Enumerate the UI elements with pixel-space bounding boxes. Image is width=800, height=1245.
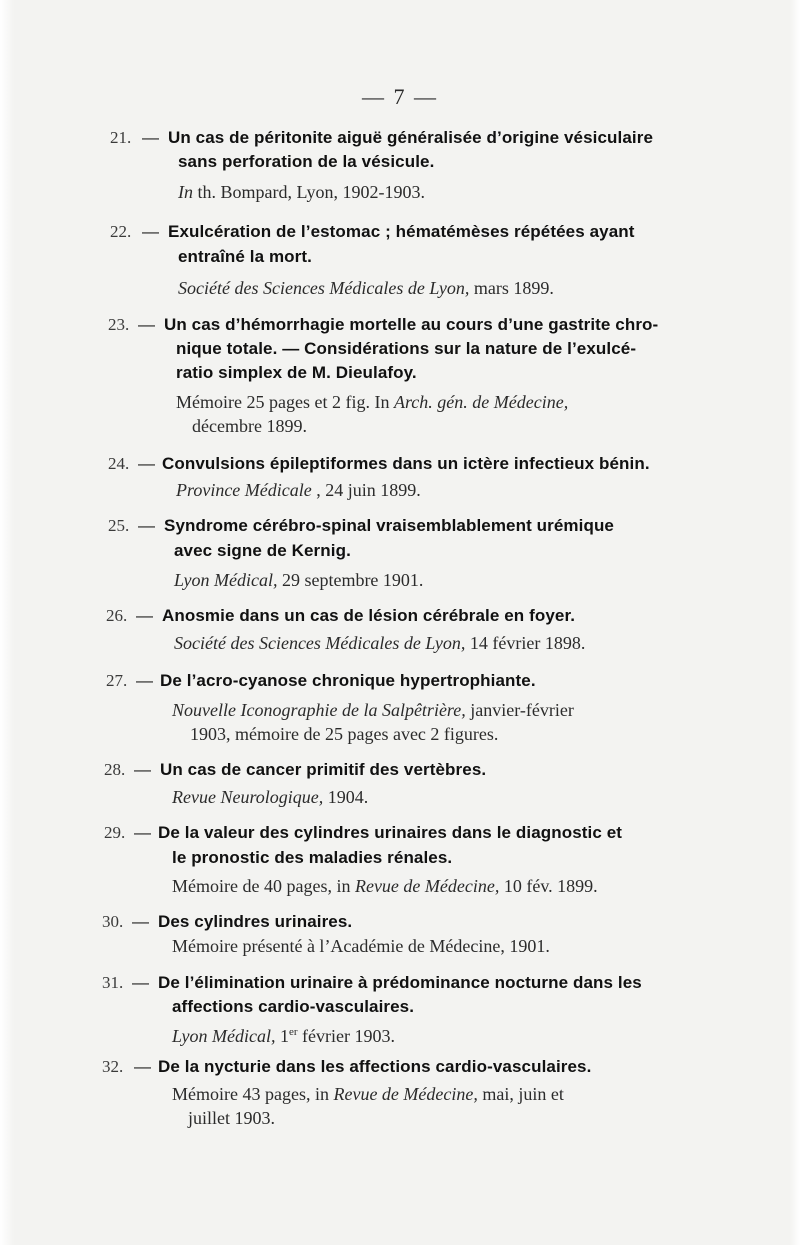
entry-title-line: entraîné la mort. — [178, 247, 312, 266]
entry-title-line: le pronostic des maladies rénales. — [172, 848, 453, 867]
entry-number: 32. — [102, 1057, 124, 1076]
entry-number: 27. — [106, 671, 128, 690]
entry-dash: — — [138, 454, 155, 473]
entry-title-line: De l’acro-cyanose chronique hypertrophiante. — [160, 671, 536, 690]
entry-dash: — — [132, 973, 149, 992]
entry-dash: — — [138, 516, 155, 535]
entry-reference: Société des Sciences Médicales de Lyon, 14 février 1898. — [174, 633, 586, 653]
entry-reference: Lyon Médical, 29 septembre 1901. — [174, 570, 424, 590]
entry-title-line: Syndrome cérébro-spinal vraisemblablement urémique — [164, 516, 614, 535]
entry-reference: Mémoire 25 pages et 2 fig. In Arch. gén. de Médecine, — [176, 392, 569, 412]
entry-title-line: Un cas de cancer primitif des vertèbres. — [160, 760, 487, 779]
entry-dash: — — [134, 1057, 151, 1076]
page-number: — 7 — — [362, 84, 438, 109]
entry-title-line: avec signe de Kernig. — [174, 541, 351, 560]
entry-dash: — — [134, 760, 151, 779]
entry-title-line: Convulsions épileptiformes dans un ictère infectieux bénin. — [162, 454, 650, 473]
entry-reference: Lyon Médical, 1er février 1903. — [172, 1026, 395, 1046]
entry-title-line: sans perforation de la vésicule. — [178, 152, 435, 171]
entry-reference: Nouvelle Iconographie de la Salpêtrière, janvier-février — [172, 700, 574, 720]
entry-title-line: De la nycturie dans les affections cardio-vasculaires. — [158, 1057, 592, 1076]
entry-dash: — — [134, 823, 151, 842]
entry-title-line: De la valeur des cylindres urinaires dans le diagnostic et — [158, 823, 623, 842]
entry-title-line: nique totale. — Considérations sur la nature de l’exulcé- — [176, 339, 637, 358]
entry-number: 29. — [104, 823, 126, 842]
entry-number: 30. — [102, 912, 124, 931]
entry-title-line: Anosmie dans un cas de lésion cérébrale en foyer. — [162, 606, 576, 625]
entry-reference: Mémoire 43 pages, in Revue de Médecine, mai, juin et — [172, 1084, 564, 1104]
entry-reference-cont: 1903, mémoire de 25 pages avec 2 figures. — [190, 724, 499, 744]
entry-dash: — — [138, 315, 155, 334]
entry-reference: Mémoire de 40 pages, in Revue de Médecine, 10 fév. 1899. — [172, 876, 598, 896]
entry-number: 31. — [102, 973, 124, 992]
entry-number: 25. — [108, 516, 130, 535]
entry-title-line: Un cas d’hémorrhagie mortelle au cours d’une gastrite chro- — [164, 315, 659, 334]
entry-reference: Mémoire présenté à l’Académie de Médecine, 1901. — [172, 936, 550, 956]
entry-reference-cont: décembre 1899. — [192, 416, 307, 436]
entry-number: 21. — [110, 128, 132, 147]
entry-reference: Société des Sciences Médicales de Lyon, mars 1899. — [178, 278, 554, 298]
entry-dash: — — [136, 671, 153, 690]
entry-dash: — — [142, 222, 159, 241]
entry-reference: In th. Bompard, Lyon, 1902-1903. — [178, 182, 425, 202]
entry-reference: Revue Neurologique, 1904. — [172, 787, 369, 807]
entry-title-line: Exulcération de l’estomac ; hématémèses répétées ayant — [168, 222, 635, 241]
entry-title-line: De l’élimination urinaire à prédominance nocturne dans les — [158, 973, 642, 992]
entry-reference: Province Médicale , 24 juin 1899. — [176, 480, 421, 500]
entry-title-line: affections cardio-vasculaires. — [172, 997, 415, 1016]
entry-number: 23. — [108, 315, 130, 334]
entry-dash: — — [142, 128, 159, 147]
entry-title-line: Un cas de péritonite aiguë généralisée d’origine vésiculaire — [168, 128, 654, 147]
entry-title-line: ratio simplex de M. Dieulafoy. — [176, 363, 417, 382]
entry-number: 22. — [110, 222, 132, 241]
entry-number: 28. — [104, 760, 126, 779]
entry-dash: — — [132, 912, 149, 931]
entry-number: 24. — [108, 454, 130, 473]
entry-reference-cont: juillet 1903. — [188, 1108, 275, 1128]
entry-dash: — — [136, 606, 153, 625]
entry-title-line: Des cylindres urinaires. — [158, 912, 353, 931]
entry-number: 26. — [106, 606, 128, 625]
